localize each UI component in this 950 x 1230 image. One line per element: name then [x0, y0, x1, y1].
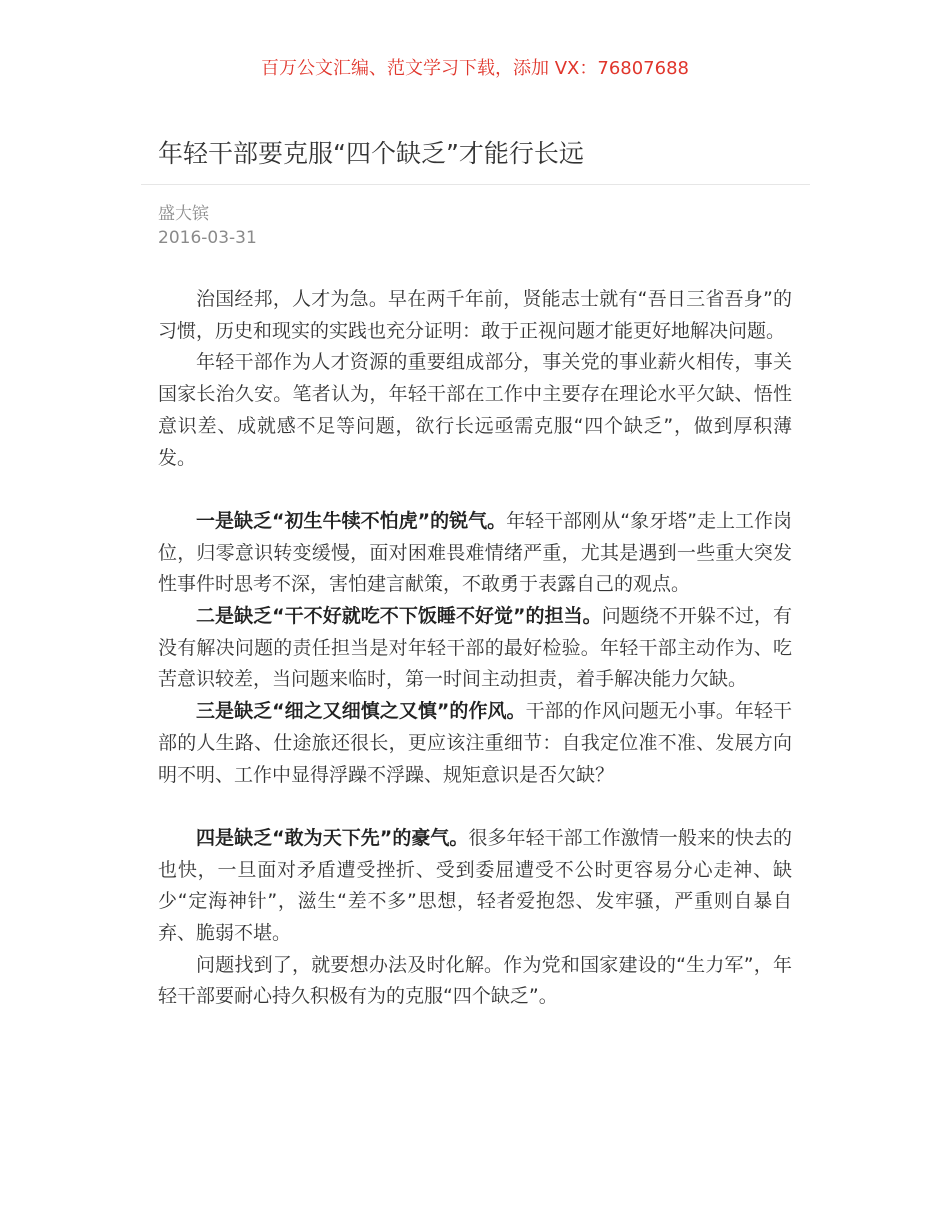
watermark-banner: 百万公文汇编、范文学习下载，添加 VX：76807688 [261, 58, 689, 79]
paragraph-intro-1 [158, 284, 792, 347]
title-divider [141, 184, 810, 185]
paragraph-text: 干部的作风问题无小事。年轻干部的人生路、仕途旅还很长，更应该注重细节：自我定位准不准、发展方向明不明、工作中显得浮躁不浮躁、规矩意识是否欠缺？ [158, 700, 792, 786]
paragraph-text: 治国经邦，人才为急。早在两千年前，贤能志士就有“吾日三省吾身”的习惯，历史和现实的实践也充分证明：敢于正视问题才能更好地解决问题。 [158, 288, 792, 342]
article-meta [158, 202, 257, 250]
paragraph-lead: 一是缺乏“初生牛犊不怕虎”的锐气。 [196, 509, 507, 532]
paragraph-text: 问题绕不开躲不过，有没有解决问题的责任担当是对年轻干部的最好检验。年轻干部主动作为、吃苦意识较差，当问题来临时，第一时间主动担责，着手解决能力欠缺。 [158, 605, 792, 691]
paragraph-point-2 [158, 601, 792, 696]
article-body [158, 284, 792, 1013]
paragraph-text: 年轻干部作为人才资源的重要组成部分，事关党的事业薪火相传，事关国家长治久安。笔者认为，年轻干部在工作中主要存在理论水平欠缺、悟性意识差、成就感不足等问题，欲行长远亟需克服“四个缺乏”，做到厚积薄发。 [158, 351, 792, 469]
paragraph-lead: 四是缺乏“敢为天下先”的豪气。 [196, 826, 469, 849]
paragraph-point-1 [158, 506, 792, 601]
paragraph-conclusion [158, 950, 792, 1013]
paragraph-point-3 [158, 696, 792, 791]
article-title: 年轻干部要克服“四个缺乏”才能行长远 [158, 139, 584, 168]
paragraph-intro-2 [158, 347, 792, 474]
author-name: 盛大镔 [158, 204, 209, 224]
paragraph-text: 年轻干部刚从“象牙塔”走上工作岗位，归零意识转变缓慢，面对困难畏难情绪严重，尤其是遇到一些重大突发性事件时思考不深，害怕建言献策，不敢勇于表露自己的观点。 [158, 509, 792, 596]
paragraph-lead: 三是缺乏“细之又细慎之又慎”的作风。 [196, 700, 526, 723]
paragraph-text: 问题找到了，就要想办法及时化解。作为党和国家建设的“生力军”，年轻干部要耐心持久积极有为的克服“四个缺乏”。 [158, 953, 792, 1008]
publish-date: 2016-03-31 [158, 228, 257, 248]
paragraph-point-4 [158, 823, 792, 950]
paragraph-lead: 二是缺乏“干不好就吃不下饭睡不好觉”的担当。 [196, 605, 602, 628]
paragraph-text: 很多年轻干部工作激情一般来的快去的也快，一旦面对矛盾遭受挫折、受到委屈遭受不公时更容易分心走神、缺少“定海神针”，滋生“差不多”思想，轻者爱抱怨、发牢骚，严重则自暴自弃、脆弱不堪。 [158, 826, 792, 945]
